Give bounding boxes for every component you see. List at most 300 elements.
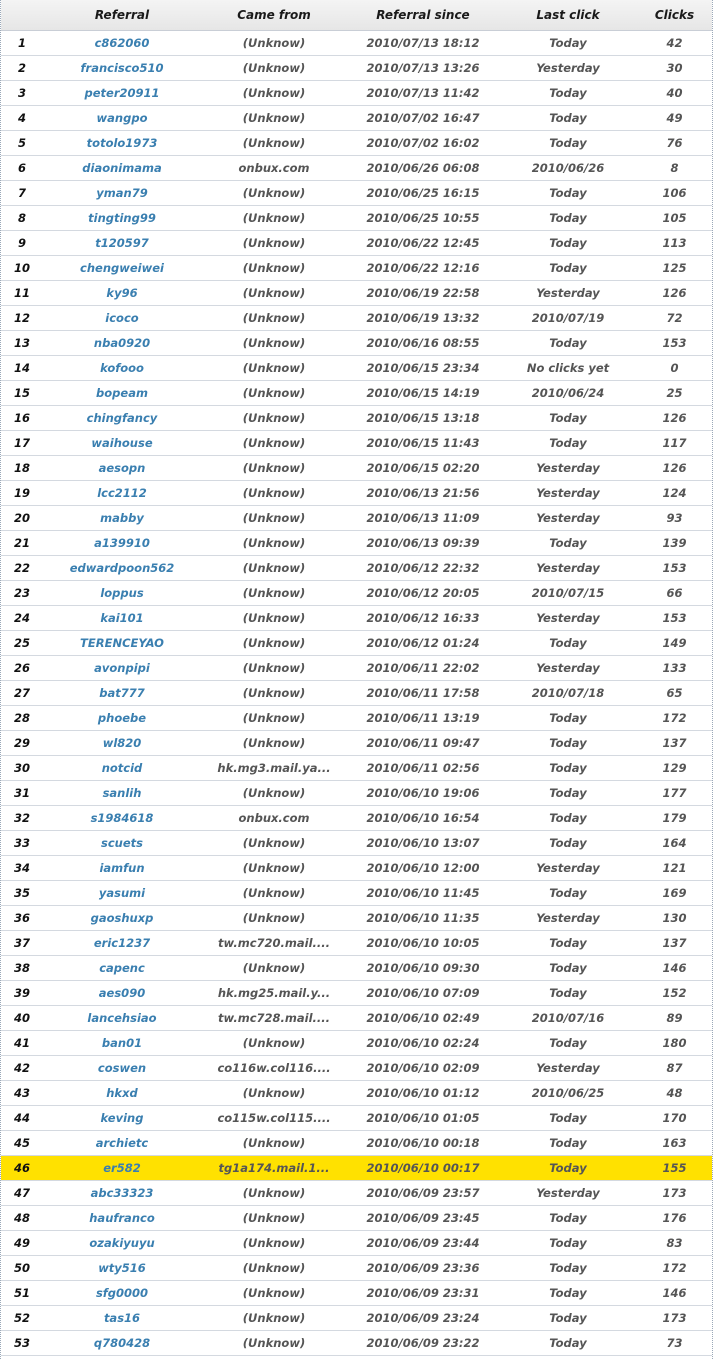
last-click-cell: Today <box>499 130 637 155</box>
referral-link[interactable]: loppus <box>43 580 201 605</box>
row-number: 4 <box>1 105 43 130</box>
referral-link[interactable]: wangpo <box>43 105 201 130</box>
row-number: 5 <box>1 130 43 155</box>
last-click-cell: Yesterday <box>499 480 637 505</box>
last-click-cell: Yesterday <box>499 855 637 880</box>
table-row <box>1 205 712 230</box>
clicks-cell: 146 <box>637 1280 712 1305</box>
referral-since-cell: 2010/06/15 13:18 <box>347 405 499 430</box>
row-number: 11 <box>1 280 43 305</box>
clicks-cell: 0 <box>637 355 712 380</box>
table-row <box>1 505 712 530</box>
header-referral[interactable]: Referral <box>43 0 201 30</box>
referral-link[interactable]: phoebe <box>43 705 201 730</box>
last-click-cell: Today <box>499 980 637 1005</box>
referral-link[interactable]: aes090 <box>43 980 201 1005</box>
last-click-cell: Yesterday <box>499 55 637 80</box>
table-row <box>1 805 712 830</box>
table-row <box>1 1055 712 1080</box>
referral-since-cell: 2010/06/15 11:43 <box>347 430 499 455</box>
table-row <box>1 1180 712 1205</box>
referral-link[interactable]: notcid <box>43 755 201 780</box>
referral-since-cell: 2010/06/09 23:31 <box>347 1280 499 1305</box>
row-number: 29 <box>1 730 43 755</box>
referral-since-cell: 2010/06/10 16:54 <box>347 805 499 830</box>
table-row <box>1 755 712 780</box>
came-from-cell: (Unknow) <box>201 1080 347 1105</box>
clicks-cell: 153 <box>637 605 712 630</box>
clicks-cell: 163 <box>637 1130 712 1155</box>
clicks-cell: 172 <box>637 705 712 730</box>
clicks-cell: 164 <box>637 830 712 855</box>
referral-link[interactable]: sanlih <box>43 780 201 805</box>
came-from-cell: (Unknow) <box>201 355 347 380</box>
table-row <box>1 305 712 330</box>
table-row <box>1 380 712 405</box>
referral-link[interactable]: aesopn <box>43 455 201 480</box>
last-click-cell: Today <box>499 1130 637 1155</box>
table-row <box>1 30 712 55</box>
referral-since-cell: 2010/06/12 22:32 <box>347 555 499 580</box>
table-row <box>1 1330 712 1355</box>
referral-since-cell: 2010/06/22 12:45 <box>347 230 499 255</box>
clicks-cell: 126 <box>637 280 712 305</box>
referral-link[interactable]: kai101 <box>43 605 201 630</box>
referral-since-cell: 2010/07/02 16:02 <box>347 130 499 155</box>
referral-link[interactable]: avonpipi <box>43 655 201 680</box>
last-click-cell: Today <box>499 955 637 980</box>
last-click-cell: Today <box>499 880 637 905</box>
table-row <box>1 330 712 355</box>
referral-link[interactable]: TERENCEYAO <box>43 630 201 655</box>
clicks-cell: 25 <box>637 380 712 405</box>
row-number: 38 <box>1 955 43 980</box>
clicks-cell: 40 <box>637 80 712 105</box>
row-number: 45 <box>1 1130 43 1155</box>
clicks-cell: 87 <box>637 1055 712 1080</box>
came-from-cell: tg1a174.mail.1... <box>201 1155 347 1180</box>
table-row <box>1 1280 712 1305</box>
row-number: 10 <box>1 255 43 280</box>
referral-since-cell: 2010/06/11 13:19 <box>347 705 499 730</box>
came-from-cell: (Unknow) <box>201 480 347 505</box>
clicks-cell: 180 <box>637 1030 712 1055</box>
row-number: 13 <box>1 330 43 355</box>
referral-since-cell: 2010/06/12 16:33 <box>347 605 499 630</box>
referral-since-cell: 2010/07/13 18:12 <box>347 30 499 55</box>
referral-link[interactable]: bat777 <box>43 680 201 705</box>
referral-since-cell: 2010/06/11 02:56 <box>347 755 499 780</box>
clicks-cell: 146 <box>637 955 712 980</box>
referral-link[interactable]: archietc <box>43 1130 201 1155</box>
row-number: 18 <box>1 455 43 480</box>
row-number: 49 <box>1 1230 43 1255</box>
came-from-cell: tw.mc728.mail.... <box>201 1005 347 1030</box>
table-row <box>1 1305 712 1330</box>
referral-link[interactable]: yasumi <box>43 880 201 905</box>
row-number: 47 <box>1 1180 43 1205</box>
row-number: 40 <box>1 1005 43 1030</box>
came-from-cell: (Unknow) <box>201 530 347 555</box>
last-click-cell: 2010/07/18 <box>499 680 637 705</box>
row-number: 48 <box>1 1205 43 1230</box>
referral-since-cell: 2010/07/13 11:42 <box>347 80 499 105</box>
came-from-cell: (Unknow) <box>201 180 347 205</box>
referral-link[interactable]: wty516 <box>43 1255 201 1280</box>
row-number: 46 <box>1 1155 43 1180</box>
clicks-cell: 106 <box>637 180 712 205</box>
came-from-cell: (Unknow) <box>201 505 347 530</box>
table-header <box>1 0 712 30</box>
referral-since-cell: 2010/06/19 22:58 <box>347 280 499 305</box>
last-click-cell: No clicks yet <box>499 355 637 380</box>
row-number: 39 <box>1 980 43 1005</box>
row-number: 17 <box>1 430 43 455</box>
referral-since-cell: 2010/06/12 01:24 <box>347 630 499 655</box>
row-number: 43 <box>1 1080 43 1105</box>
row-number: 2 <box>1 55 43 80</box>
came-from-cell: onbux.com <box>201 155 347 180</box>
last-click-cell: Today <box>499 1105 637 1130</box>
referral-since-cell: 2010/06/25 16:15 <box>347 180 499 205</box>
referral-since-cell: 2010/06/13 21:56 <box>347 480 499 505</box>
referral-link[interactable]: t120597 <box>43 230 201 255</box>
clicks-cell: 8 <box>637 155 712 180</box>
last-click-cell: Today <box>499 180 637 205</box>
referral-link[interactable]: ky96 <box>43 280 201 305</box>
row-number: 27 <box>1 680 43 705</box>
referral-link[interactable]: lancehsiao <box>43 1005 201 1030</box>
referral-link[interactable]: hkxd <box>43 1080 201 1105</box>
row-number: 3 <box>1 80 43 105</box>
header-referral-since[interactable]: Referral since <box>347 0 499 30</box>
table-row <box>1 480 712 505</box>
row-number: 1 <box>1 30 43 55</box>
clicks-cell: 42 <box>637 30 712 55</box>
referral-since-cell: 2010/06/13 09:39 <box>347 530 499 555</box>
referral-since-cell: 2010/06/10 13:07 <box>347 830 499 855</box>
clicks-cell: 176 <box>637 1205 712 1230</box>
last-click-cell: Yesterday <box>499 1180 637 1205</box>
referral-table <box>1 0 712 1356</box>
referral-since-cell: 2010/06/10 11:35 <box>347 905 499 930</box>
came-from-cell: (Unknow) <box>201 730 347 755</box>
clicks-cell: 76 <box>637 130 712 155</box>
referral-link[interactable]: gaoshuxp <box>43 905 201 930</box>
referral-since-cell: 2010/06/10 00:18 <box>347 1130 499 1155</box>
referral-since-cell: 2010/06/11 22:02 <box>347 655 499 680</box>
clicks-cell: 129 <box>637 755 712 780</box>
came-from-cell: (Unknow) <box>201 1305 347 1330</box>
clicks-cell: 173 <box>637 1305 712 1330</box>
clicks-cell: 93 <box>637 505 712 530</box>
referral-link[interactable]: yman79 <box>43 180 201 205</box>
referral-since-cell: 2010/06/15 02:20 <box>347 455 499 480</box>
last-click-cell: 2010/06/24 <box>499 380 637 405</box>
came-from-cell: (Unknow) <box>201 955 347 980</box>
table-row <box>1 830 712 855</box>
row-number: 41 <box>1 1030 43 1055</box>
clicks-cell: 172 <box>637 1255 712 1280</box>
came-from-cell: (Unknow) <box>201 430 347 455</box>
came-from-cell: (Unknow) <box>201 630 347 655</box>
header-clicks[interactable]: Clicks <box>637 0 712 30</box>
clicks-cell: 139 <box>637 530 712 555</box>
table-row <box>1 230 712 255</box>
last-click-cell: Today <box>499 230 637 255</box>
clicks-cell: 153 <box>637 330 712 355</box>
referral-link[interactable]: abc33323 <box>43 1180 201 1205</box>
came-from-cell: (Unknow) <box>201 1230 347 1255</box>
came-from-cell: (Unknow) <box>201 105 347 130</box>
referral-link[interactable]: coswen <box>43 1055 201 1080</box>
referral-link[interactable]: icoco <box>43 305 201 330</box>
clicks-cell: 121 <box>637 855 712 880</box>
referral-link[interactable]: tingting99 <box>43 205 201 230</box>
table-row <box>1 580 712 605</box>
referral-since-cell: 2010/06/11 17:58 <box>347 680 499 705</box>
came-from-cell: (Unknow) <box>201 855 347 880</box>
came-from-cell: (Unknow) <box>201 1280 347 1305</box>
referral-link[interactable]: peter20911 <box>43 80 201 105</box>
referral-link[interactable]: sfg0000 <box>43 1280 201 1305</box>
row-number: 22 <box>1 555 43 580</box>
referral-link[interactable]: q780428 <box>43 1330 201 1355</box>
clicks-cell: 66 <box>637 580 712 605</box>
table-row <box>1 705 712 730</box>
referral-link[interactable]: bopeam <box>43 380 201 405</box>
referral-since-cell: 2010/06/09 23:45 <box>347 1205 499 1230</box>
table-row <box>1 180 712 205</box>
clicks-cell: 125 <box>637 255 712 280</box>
referral-link[interactable]: iamfun <box>43 855 201 880</box>
referral-link[interactable]: chingfancy <box>43 405 201 430</box>
row-number: 28 <box>1 705 43 730</box>
last-click-cell: 2010/06/26 <box>499 155 637 180</box>
referral-since-cell: 2010/06/19 13:32 <box>347 305 499 330</box>
clicks-cell: 169 <box>637 880 712 905</box>
row-number: 20 <box>1 505 43 530</box>
referral-link[interactable]: diaonimama <box>43 155 201 180</box>
referral-since-cell: 2010/06/22 12:16 <box>347 255 499 280</box>
referral-link[interactable]: tas16 <box>43 1305 201 1330</box>
row-number: 31 <box>1 780 43 805</box>
last-click-cell: Today <box>499 205 637 230</box>
came-from-cell: hk.mg25.mail.y... <box>201 980 347 1005</box>
last-click-cell: Today <box>499 255 637 280</box>
table-row <box>1 980 712 1005</box>
clicks-cell: 65 <box>637 680 712 705</box>
table-row <box>1 455 712 480</box>
last-click-cell: Today <box>499 830 637 855</box>
referral-since-cell: 2010/06/10 07:09 <box>347 980 499 1005</box>
came-from-cell: (Unknow) <box>201 305 347 330</box>
came-from-cell: (Unknow) <box>201 380 347 405</box>
referral-link[interactable]: scuets <box>43 830 201 855</box>
table-row-highlighted <box>1 1155 712 1180</box>
came-from-cell: (Unknow) <box>201 405 347 430</box>
row-number: 15 <box>1 380 43 405</box>
row-number: 9 <box>1 230 43 255</box>
clicks-cell: 137 <box>637 930 712 955</box>
last-click-cell: Today <box>499 1205 637 1230</box>
row-number: 33 <box>1 830 43 855</box>
referral-link[interactable]: ozakiyuyu <box>43 1230 201 1255</box>
came-from-cell: (Unknow) <box>201 905 347 930</box>
last-click-cell: Today <box>499 1305 637 1330</box>
came-from-cell: (Unknow) <box>201 330 347 355</box>
table-row <box>1 80 712 105</box>
last-click-cell: 2010/07/19 <box>499 305 637 330</box>
referral-since-cell: 2010/06/10 00:17 <box>347 1155 499 1180</box>
table-row <box>1 1205 712 1230</box>
table-row <box>1 55 712 80</box>
clicks-cell: 133 <box>637 655 712 680</box>
row-number: 37 <box>1 930 43 955</box>
row-number: 12 <box>1 305 43 330</box>
referral-link[interactable]: mabby <box>43 505 201 530</box>
table-row <box>1 430 712 455</box>
referral-link[interactable]: eric1237 <box>43 930 201 955</box>
referral-link[interactable]: keving <box>43 1105 201 1130</box>
referral-link[interactable]: waihouse <box>43 430 201 455</box>
table-row <box>1 880 712 905</box>
table-row <box>1 355 712 380</box>
clicks-cell: 49 <box>637 105 712 130</box>
referral-since-cell: 2010/06/10 19:06 <box>347 780 499 805</box>
referral-since-cell: 2010/06/10 02:49 <box>347 1005 499 1030</box>
referral-since-cell: 2010/06/16 08:55 <box>347 330 499 355</box>
last-click-cell: Yesterday <box>499 905 637 930</box>
referral-since-cell: 2010/06/26 06:08 <box>347 155 499 180</box>
referral-link[interactable]: ban01 <box>43 1030 201 1055</box>
row-number: 8 <box>1 205 43 230</box>
last-click-cell: Today <box>499 80 637 105</box>
came-from-cell: (Unknow) <box>201 130 347 155</box>
table-row <box>1 530 712 555</box>
last-click-cell: Yesterday <box>499 655 637 680</box>
row-number: 21 <box>1 530 43 555</box>
referral-link[interactable]: totolo1973 <box>43 130 201 155</box>
header-number <box>1 0 43 30</box>
referral-link[interactable]: haufranco <box>43 1205 201 1230</box>
came-from-cell: (Unknow) <box>201 555 347 580</box>
last-click-cell: Today <box>499 330 637 355</box>
referral-since-cell: 2010/06/10 11:45 <box>347 880 499 905</box>
last-click-cell: Today <box>499 1030 637 1055</box>
clicks-cell: 170 <box>637 1105 712 1130</box>
table-row <box>1 630 712 655</box>
came-from-cell: (Unknow) <box>201 255 347 280</box>
clicks-cell: 48 <box>637 1080 712 1105</box>
came-from-cell: (Unknow) <box>201 1255 347 1280</box>
referral-since-cell: 2010/06/12 20:05 <box>347 580 499 605</box>
came-from-cell: (Unknow) <box>201 30 347 55</box>
last-click-cell: Yesterday <box>499 605 637 630</box>
row-number: 25 <box>1 630 43 655</box>
clicks-cell: 113 <box>637 230 712 255</box>
table-row <box>1 1105 712 1130</box>
came-from-cell: (Unknow) <box>201 230 347 255</box>
referral-link[interactable]: capenc <box>43 955 201 980</box>
last-click-cell: Yesterday <box>499 1055 637 1080</box>
referral-link[interactable]: nba0920 <box>43 330 201 355</box>
table-row <box>1 1005 712 1030</box>
referral-since-cell: 2010/06/10 02:09 <box>347 1055 499 1080</box>
row-number: 53 <box>1 1330 43 1355</box>
table-row <box>1 1230 712 1255</box>
clicks-cell: 153 <box>637 555 712 580</box>
referral-since-cell: 2010/06/09 23:36 <box>347 1255 499 1280</box>
referral-since-cell: 2010/06/10 02:24 <box>347 1030 499 1055</box>
came-from-cell: (Unknow) <box>201 1205 347 1230</box>
referral-since-cell: 2010/06/10 09:30 <box>347 955 499 980</box>
came-from-cell: (Unknow) <box>201 1030 347 1055</box>
clicks-cell: 126 <box>637 455 712 480</box>
row-number: 32 <box>1 805 43 830</box>
table-row <box>1 280 712 305</box>
row-number: 19 <box>1 480 43 505</box>
row-number: 35 <box>1 880 43 905</box>
table-row <box>1 855 712 880</box>
referral-link[interactable]: s1984618 <box>43 805 201 830</box>
table-row <box>1 555 712 580</box>
referral-since-cell: 2010/06/09 23:24 <box>347 1305 499 1330</box>
clicks-cell: 137 <box>637 730 712 755</box>
clicks-cell: 179 <box>637 805 712 830</box>
last-click-cell: Today <box>499 730 637 755</box>
last-click-cell: Today <box>499 1330 637 1355</box>
referral-since-cell: 2010/07/02 16:47 <box>347 105 499 130</box>
referral-link[interactable]: wl820 <box>43 730 201 755</box>
last-click-cell: Today <box>499 30 637 55</box>
last-click-cell: Yesterday <box>499 555 637 580</box>
row-number: 6 <box>1 155 43 180</box>
clicks-cell: 130 <box>637 905 712 930</box>
referral-link[interactable]: kofooo <box>43 355 201 380</box>
referral-link[interactable]: er582 <box>43 1155 201 1180</box>
table-row <box>1 1255 712 1280</box>
referral-link[interactable]: chengweiwei <box>43 255 201 280</box>
clicks-cell: 177 <box>637 780 712 805</box>
came-from-cell: (Unknow) <box>201 55 347 80</box>
clicks-cell: 30 <box>637 55 712 80</box>
came-from-cell: (Unknow) <box>201 1330 347 1355</box>
referral-since-cell: 2010/06/09 23:22 <box>347 1330 499 1355</box>
clicks-cell: 89 <box>637 1005 712 1030</box>
referral-link[interactable]: lcc2112 <box>43 480 201 505</box>
row-number: 16 <box>1 405 43 430</box>
referral-since-cell: 2010/06/25 10:55 <box>347 205 499 230</box>
clicks-cell: 149 <box>637 630 712 655</box>
table-row <box>1 955 712 980</box>
referral-link[interactable]: francisco510 <box>43 55 201 80</box>
referral-link[interactable]: a139910 <box>43 530 201 555</box>
header-came-from[interactable]: Came from <box>201 0 347 30</box>
table-row <box>1 105 712 130</box>
clicks-cell: 83 <box>637 1230 712 1255</box>
table-row <box>1 255 712 280</box>
referral-link[interactable]: c862060 <box>43 30 201 55</box>
header-last-click[interactable]: Last click <box>499 0 637 30</box>
last-click-cell: Today <box>499 530 637 555</box>
clicks-cell: 105 <box>637 205 712 230</box>
row-number: 30 <box>1 755 43 780</box>
referral-link[interactable]: edwardpoon562 <box>43 555 201 580</box>
table-row <box>1 605 712 630</box>
row-number: 50 <box>1 1255 43 1280</box>
clicks-cell: 73 <box>637 1330 712 1355</box>
